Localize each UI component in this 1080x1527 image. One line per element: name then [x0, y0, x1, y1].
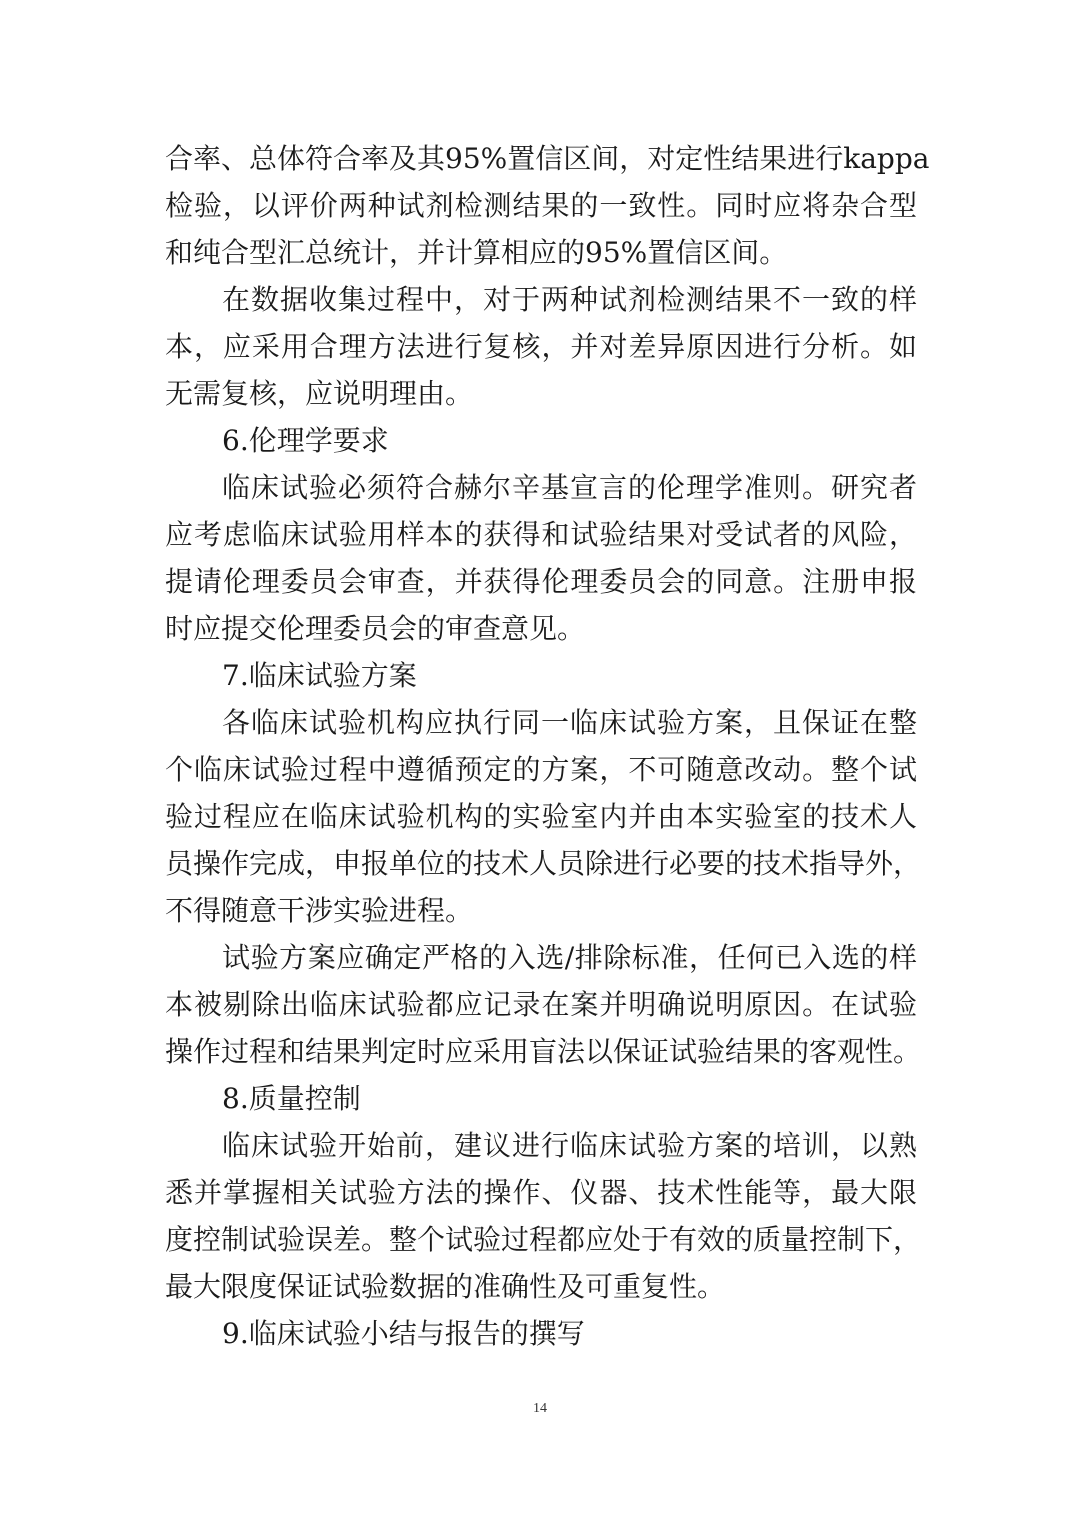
paragraph-line: 临床试验必须符合赫尔辛基宣言的伦理学准则。研究者: [222, 471, 917, 504]
paragraph-line: 提请伦理委员会审查，并获得伦理委员会的同意。注册申报: [165, 565, 917, 598]
paragraph-line: 合率、总体符合率及其95%置信区间，对定性结果进行kappa: [165, 142, 930, 175]
paragraph-line: 不得随意干涉实验进程。: [165, 894, 474, 927]
paragraph-line: 应考虑临床试验用样本的获得和试验结果对受试者的风险，: [165, 518, 917, 551]
paragraph-line: 各临床试验机构应执行同一临床试验方案，且保证在整: [222, 706, 917, 739]
paragraph-line: 本被剔除出临床试验都应记录在案并明确说明原因。在试验: [165, 988, 917, 1021]
paragraph-line: 试验方案应确定严格的入选/排除标准，任何已入选的样: [222, 941, 917, 974]
section-heading-ethics: 6.伦理学要求: [222, 424, 389, 457]
page-number: 14: [533, 1401, 547, 1416]
paragraph-line: 在数据收集过程中，对于两种试剂检测结果不一致的样: [222, 283, 917, 316]
section-heading-report: 9.临床试验小结与报告的撰写: [222, 1317, 585, 1350]
paragraph-line: 本，应采用合理方法进行复核，并对差异原因进行分析。如: [165, 330, 917, 363]
section-heading-quality-control: 8.质量控制: [222, 1082, 361, 1115]
section-heading-protocol: 7.临床试验方案: [222, 659, 417, 692]
paragraph-line: 验过程应在临床试验机构的实验室内并由本实验室的技术人: [165, 800, 917, 833]
paragraph-line: 无需复核，应说明理由。: [165, 377, 474, 410]
paragraph-line: 个临床试验过程中遵循预定的方案，不可随意改动。整个试: [165, 753, 917, 786]
paragraph-line: 最大限度保证试验数据的准确性及可重复性。: [165, 1270, 726, 1303]
paragraph-line: 和纯合型汇总统计，并计算相应的95%置信区间。: [165, 236, 788, 269]
paragraph-line: 时应提交伦理委员会的审查意见。: [165, 612, 586, 645]
paragraph-line: 临床试验开始前，建议进行临床试验方案的培训，以熟: [222, 1129, 917, 1162]
paragraph-line: 悉并掌握相关试验方法的操作、仪器、技术性能等，最大限: [165, 1176, 917, 1209]
paragraph-line: 员操作完成，申报单位的技术人员除进行必要的技术指导外，: [165, 847, 922, 880]
paragraph-line: 操作过程和结果判定时应采用盲法以保证试验结果的客观性。: [165, 1035, 922, 1068]
paragraph-line: 度控制试验误差。整个试验过程都应处于有效的质量控制下，: [165, 1223, 922, 1256]
paragraph-line: 检验，以评价两种试剂检测结果的一致性。同时应将杂合型: [165, 189, 917, 222]
